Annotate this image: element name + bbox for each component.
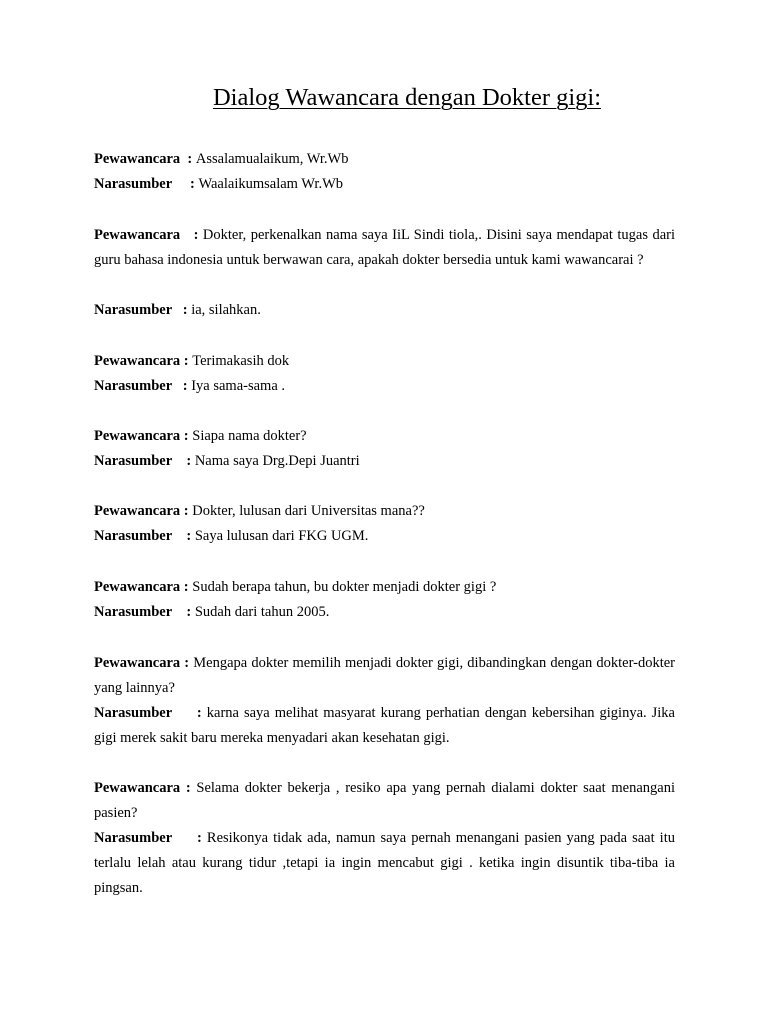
speaker-label: Narasumber :: [94, 378, 192, 394]
dialog-text: Selama dokter bekerja , resiko apa yang pernah dialami dokter saat menangani pasien?: [94, 780, 675, 821]
speaker-label: Narasumber :: [94, 176, 199, 192]
dialog-line-interviewer: [94, 776, 675, 826]
dialog-line-source: [94, 449, 675, 474]
dialog-line-source: [94, 701, 675, 751]
dialog-line-interviewer: [94, 223, 675, 273]
speaker-label: Pewawancara :: [94, 655, 194, 671]
dialog-text: Siapa nama dokter?: [192, 428, 307, 444]
dialog-text: Mengapa dokter memilih menjadi dokter gigi, dibandingkan dengan dokter-dokter yang lainnya?: [94, 655, 675, 696]
dialog-line-source: [94, 600, 675, 625]
dialog-line-interviewer: [94, 349, 675, 374]
dialog-line-interviewer: [94, 499, 675, 524]
dialog-line-interviewer: [94, 575, 675, 600]
speaker-label: Pewawancara :: [94, 579, 193, 595]
dialog-text: Assalamualaikum, Wr.Wb: [195, 151, 349, 167]
speaker-label: Narasumber :: [94, 604, 195, 620]
dialog-text: Dokter, lulusan dari Universitas mana??: [192, 503, 425, 519]
dialog-text: Terimakasih dok: [192, 353, 290, 369]
speaker-label: Pewawancara :: [94, 353, 193, 369]
dialog-line-source: [94, 374, 675, 399]
speaker-label: Narasumber :: [94, 705, 207, 721]
dialog-text: Resikonya tidak ada, namun saya pernah menangani pasien yang pada saat itu terlalu lelah atau kurang tidur ,tetapi ia ingin mencabut gigi . ketika ingin disuntik tiba-tiba ia pingsan.: [94, 830, 675, 896]
dialog-text: Nama saya Drg.Depi Juantri: [194, 453, 360, 469]
dialog-text: Dokter, perkenalkan nama saya IiL Sindi tiola,. Disini saya mendapat tugas dari guru bahasa indonesia untuk berwawan cara, apakah dokter bersedia untuk kami wawancarai ?: [94, 227, 675, 268]
speaker-label: Narasumber :: [94, 302, 192, 318]
dialog-text: ia, silahkan.: [191, 302, 261, 318]
speaker-label: Narasumber :: [94, 830, 207, 846]
dialog-line-interviewer: [94, 651, 675, 701]
speaker-label: Narasumber :: [94, 528, 195, 544]
speaker-label: Pewawancara :: [94, 428, 193, 444]
dialog-line-source: [94, 172, 675, 197]
speaker-label: Narasumber :: [94, 453, 195, 469]
speaker-label: Pewawancara :: [94, 780, 197, 796]
speaker-label: Pewawancara :: [94, 503, 193, 519]
dialog-text: Saya lulusan dari FKG UGM.: [194, 528, 369, 544]
dialog-line-interviewer: [94, 424, 675, 449]
dialog-text: Sudah berapa tahun, bu dokter menjadi dokter gigi ?: [192, 579, 497, 595]
dialog-line-source: [94, 298, 675, 323]
dialog-line-source: [94, 524, 675, 549]
dialog-line-interviewer: [94, 147, 675, 172]
dialog-text: Sudah dari tahun 2005.: [194, 604, 330, 620]
document-title: Dialog Wawancara dengan Dokter gigi:: [212, 84, 602, 111]
dialog-line-source: [94, 826, 675, 901]
dialog-text: karna saya melihat masyarat kurang perhatian dengan kebersihan giginya. Jika gigi merek sakit baru mereka menyadari akan kesehatan gigi.: [94, 705, 675, 746]
dialog-text: Waalaikumsalam Wr.Wb: [198, 176, 343, 192]
dialog-text: Iya sama-sama .: [191, 378, 286, 394]
speaker-label: Pewawancara :: [94, 151, 196, 167]
speaker-label: Pewawancara :: [94, 227, 203, 243]
